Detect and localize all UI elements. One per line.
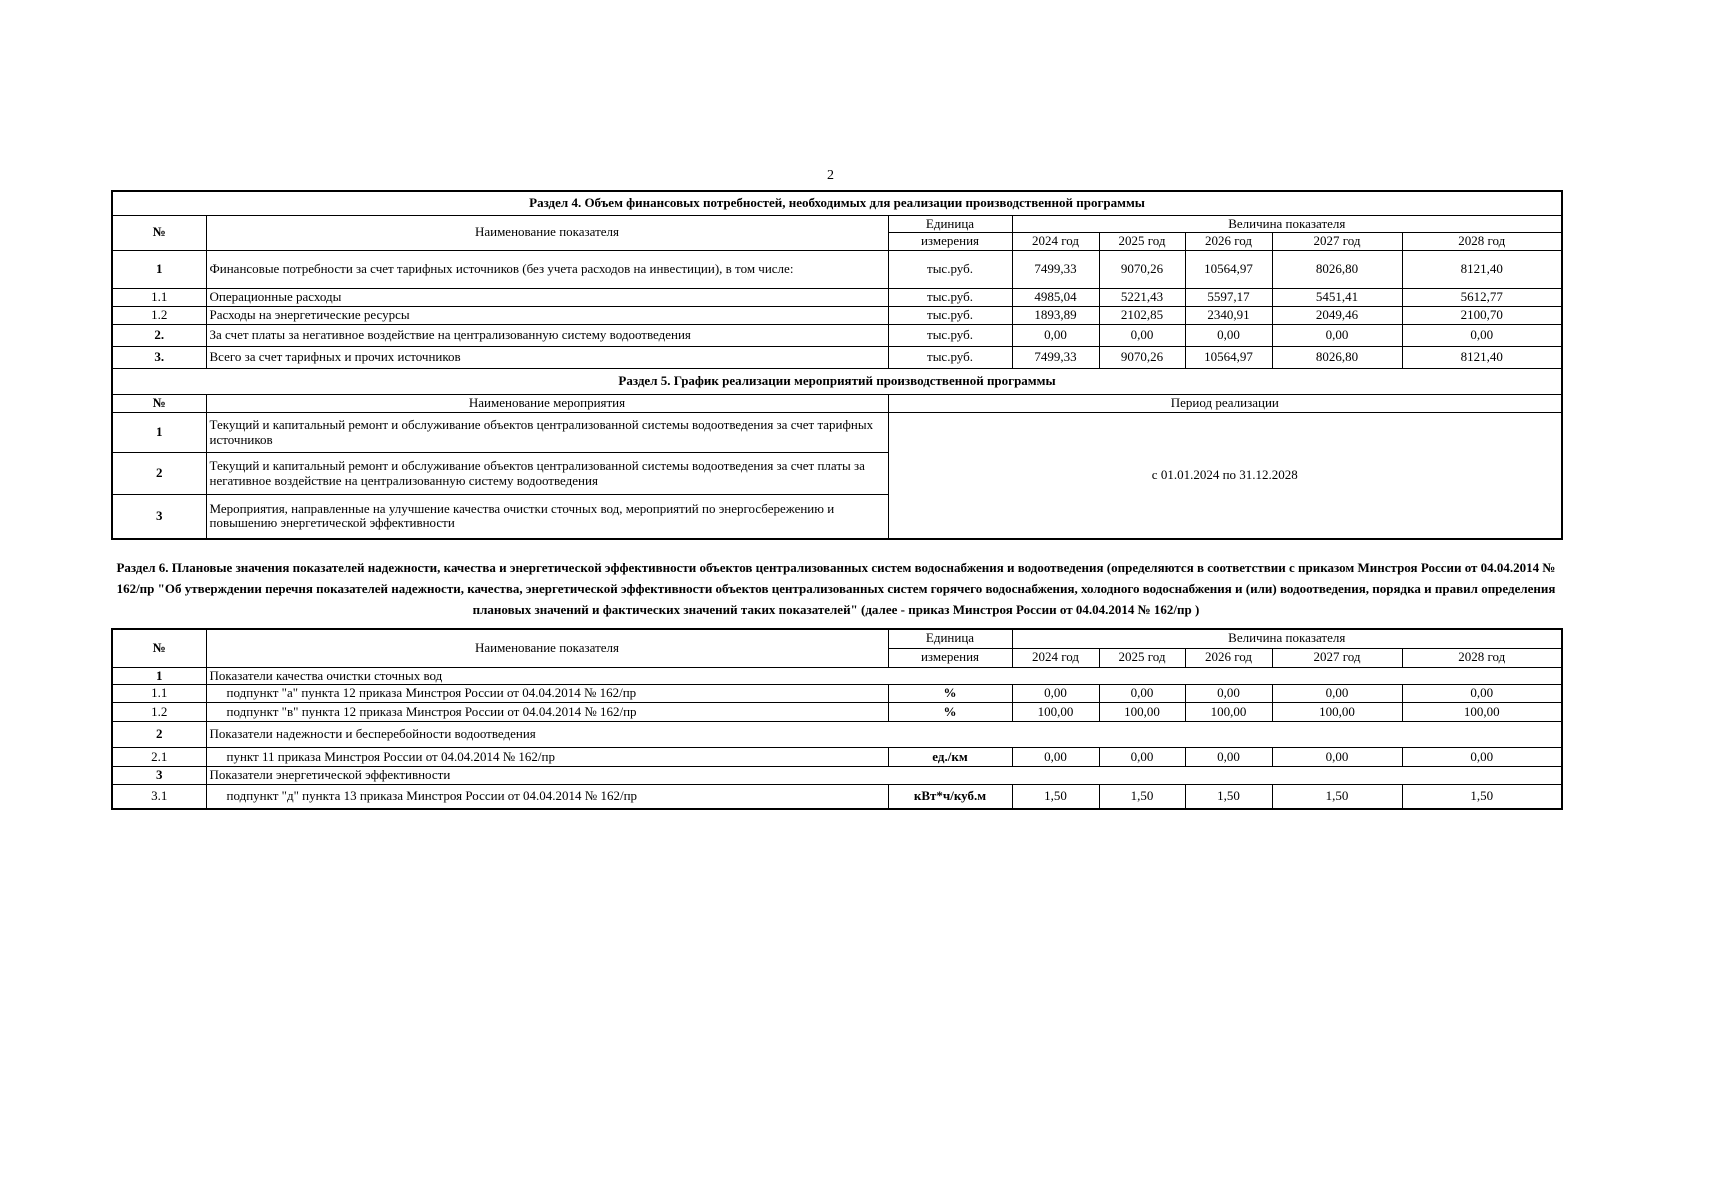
- row-value: 100,00: [1272, 703, 1402, 722]
- s4-head-year: 2027 год: [1272, 233, 1402, 251]
- row-value: 100,00: [1185, 703, 1272, 722]
- row-value: 0,00: [1185, 325, 1272, 347]
- row-num: 1.2: [112, 307, 206, 325]
- row-value: 1893,89: [1012, 307, 1099, 325]
- row-value: 2100,70: [1402, 307, 1562, 325]
- group-num: 3: [112, 767, 206, 785]
- row-num: 2.: [112, 325, 206, 347]
- row-value: 2340,91: [1185, 307, 1272, 325]
- row-value: 0,00: [1272, 748, 1402, 767]
- s4-head-year: 2026 год: [1185, 233, 1272, 251]
- row-value: 0,00: [1012, 325, 1099, 347]
- table-row: [112, 251, 1562, 289]
- row-num: 2.1: [112, 748, 206, 767]
- s5-head-period: Период реализации: [888, 395, 1562, 413]
- table-row: [112, 307, 1562, 325]
- row-name: пункт 11 приказа Минстроя России от 04.04.2014 № 162/пр: [206, 748, 888, 767]
- row-value: 9070,26: [1099, 347, 1185, 369]
- row-value: 100,00: [1012, 703, 1099, 722]
- row-name: Расходы на энергетические ресурсы: [206, 307, 888, 325]
- row-value: 0,00: [1185, 685, 1272, 703]
- row-name: Операционные расходы: [206, 289, 888, 307]
- row-name: За счет платы за негативное воздействие на централизованную систему водоотведения: [206, 325, 888, 347]
- row-value: 1,50: [1402, 785, 1562, 809]
- s4-head-value-group: Величина показателя: [1012, 215, 1562, 233]
- group-name: Показатели энергетической эффективности: [206, 767, 1562, 785]
- row-unit: кВт*ч/куб.м: [888, 785, 1012, 809]
- row-value: 0,00: [1272, 325, 1402, 347]
- s6-head-value-group: Величина показателя: [1012, 629, 1562, 648]
- row-value: 100,00: [1402, 703, 1562, 722]
- row-value: 7499,33: [1012, 347, 1099, 369]
- row-value: 0,00: [1099, 685, 1185, 703]
- row-unit: %: [888, 685, 1012, 703]
- row-num: 1: [112, 251, 206, 289]
- row-name: Всего за счет тарифных и прочих источников: [206, 347, 888, 369]
- section4-title: Раздел 4. Объем финансовых потребностей, необходимых для реализации производственной программы: [112, 191, 1562, 215]
- row-value: 1,50: [1012, 785, 1099, 809]
- s4-head-num: №: [112, 215, 206, 251]
- row-name: Финансовые потребности за счет тарифных источников (без учета расходов на инвестиции), в том числе:: [206, 251, 888, 289]
- row-value: 1,50: [1099, 785, 1185, 809]
- row-value: 100,00: [1099, 703, 1185, 722]
- row-num: 3: [112, 495, 206, 539]
- table-row: [112, 748, 1562, 767]
- row-value: 1,50: [1272, 785, 1402, 809]
- section5-title: Раздел 5. График реализации мероприятий производственной программы: [112, 369, 1562, 395]
- row-value: 1,50: [1185, 785, 1272, 809]
- row-value: 0,00: [1185, 748, 1272, 767]
- row-name: Текущий и капитальный ремонт и обслуживание объектов централизованной системы водоотведения за счет платы за негативное воздействие на централизованную систему водоотведения: [206, 453, 888, 495]
- row-value: 10564,97: [1185, 347, 1272, 369]
- row-value: 8026,80: [1272, 347, 1402, 369]
- table-row: [112, 347, 1562, 369]
- row-value: 2049,46: [1272, 307, 1402, 325]
- section6-title: Раздел 6. Плановые значения показателей надежности, качества и энергетической эффективности объектов централизованных систем водоснабжения и водоотведения (определяются в соответствии с приказом Минстроя России от 04.04.2014 № 162/пр "Об утверждении перечня показателей надежности, качества, энергетической эффективности объектов централизованных систем горячего водоснабжения, холодного водоснабжения и (или) водоотведения, порядка и правил определения плановых значений и фактических значений таких показателей" (далее - приказ Минстроя России от 04.04.2014 № 162/пр ): [116, 560, 1556, 617]
- row-value: 5597,17: [1185, 289, 1272, 307]
- row-name: подпункт "д" пункта 13 приказа Минстроя России от 04.04.2014 № 162/пр: [206, 785, 888, 809]
- row-value: 9070,26: [1099, 251, 1185, 289]
- table-row: [112, 325, 1562, 347]
- table-row: [112, 413, 1562, 453]
- row-value: 5612,77: [1402, 289, 1562, 307]
- row-value: 8121,40: [1402, 251, 1562, 289]
- row-value: 5221,43: [1099, 289, 1185, 307]
- s6-head-year: 2026 год: [1185, 648, 1272, 667]
- row-value: 5451,41: [1272, 289, 1402, 307]
- table-row: [112, 703, 1562, 722]
- row-value: 0,00: [1099, 748, 1185, 767]
- table-row: [112, 289, 1562, 307]
- s4-head-year: 2028 год: [1402, 233, 1562, 251]
- s4-head-unit-1: Единица: [888, 215, 1012, 233]
- row-num: 3.1: [112, 785, 206, 809]
- s6-head-num: №: [112, 629, 206, 667]
- section6-table: [111, 628, 1563, 810]
- row-value: 0,00: [1402, 748, 1562, 767]
- s5-period-value: с 01.01.2024 по 31.12.2028: [888, 413, 1562, 539]
- row-value: 0,00: [1272, 685, 1402, 703]
- row-num: 3.: [112, 347, 206, 369]
- row-unit: тыс.руб.: [888, 307, 1012, 325]
- table-row: [112, 685, 1562, 703]
- row-unit: %: [888, 703, 1012, 722]
- row-value: 2102,85: [1099, 307, 1185, 325]
- s4-head-year: 2024 год: [1012, 233, 1099, 251]
- s6-head-year: 2028 год: [1402, 648, 1562, 667]
- s4-head-name: Наименование показателя: [206, 215, 888, 251]
- table-row: [112, 785, 1562, 809]
- row-value: 0,00: [1402, 685, 1562, 703]
- row-value: 8026,80: [1272, 251, 1402, 289]
- s6-head-year: 2024 год: [1012, 648, 1099, 667]
- row-value: 10564,97: [1185, 251, 1272, 289]
- s5-head-name: Наименование мероприятия: [206, 395, 888, 413]
- row-num: 1: [112, 413, 206, 453]
- row-name: подпункт "в" пункта 12 приказа Минстроя России от 04.04.2014 № 162/пр: [206, 703, 888, 722]
- s5-head-num: №: [112, 395, 206, 413]
- group-name: Показатели качества очистки сточных вод: [206, 667, 1562, 685]
- row-name: подпункт "а" пункта 12 приказа Минстроя России от 04.04.2014 № 162/пр: [206, 685, 888, 703]
- row-value: 0,00: [1012, 748, 1099, 767]
- row-unit: тыс.руб.: [888, 289, 1012, 307]
- row-num: 2: [112, 453, 206, 495]
- row-value: 0,00: [1099, 325, 1185, 347]
- row-unit: тыс.руб.: [888, 325, 1012, 347]
- s6-head-year: 2025 год: [1099, 648, 1185, 667]
- row-value: 0,00: [1012, 685, 1099, 703]
- row-value: 0,00: [1402, 325, 1562, 347]
- row-value: 7499,33: [1012, 251, 1099, 289]
- table-row: [112, 667, 1562, 685]
- row-num: 1.1: [112, 289, 206, 307]
- row-unit: тыс.руб.: [888, 251, 1012, 289]
- s6-head-name: Наименование показателя: [206, 629, 888, 667]
- group-num: 1: [112, 667, 206, 685]
- row-unit: тыс.руб.: [888, 347, 1012, 369]
- group-num: 2: [112, 722, 206, 748]
- row-name: Текущий и капитальный ремонт и обслуживание объектов централизованной системы водоотведения за счет тарифных источников: [206, 413, 888, 453]
- table-row: [112, 767, 1562, 785]
- sections-4-5-table: [111, 190, 1563, 540]
- row-num: 1.2: [112, 703, 206, 722]
- s4-head-unit-2: измерения: [888, 233, 1012, 251]
- row-value: 8121,40: [1402, 347, 1562, 369]
- row-unit: ед./км: [888, 748, 1012, 767]
- s6-head-unit-1: Единица: [888, 629, 1012, 648]
- row-name: Мероприятия, направленные на улучшение качества очистки сточных вод, мероприятий по энергосбережению и повышению энергетической эффективности: [206, 495, 888, 539]
- page-number: 2: [827, 168, 834, 183]
- s4-head-year: 2025 год: [1099, 233, 1185, 251]
- s6-head-unit-2: измерения: [888, 648, 1012, 667]
- row-value: 4985,04: [1012, 289, 1099, 307]
- table-row: [112, 722, 1562, 748]
- row-num: 1.1: [112, 685, 206, 703]
- s6-head-year: 2027 год: [1272, 648, 1402, 667]
- group-name: Показатели надежности и бесперебойности водоотведения: [206, 722, 1562, 748]
